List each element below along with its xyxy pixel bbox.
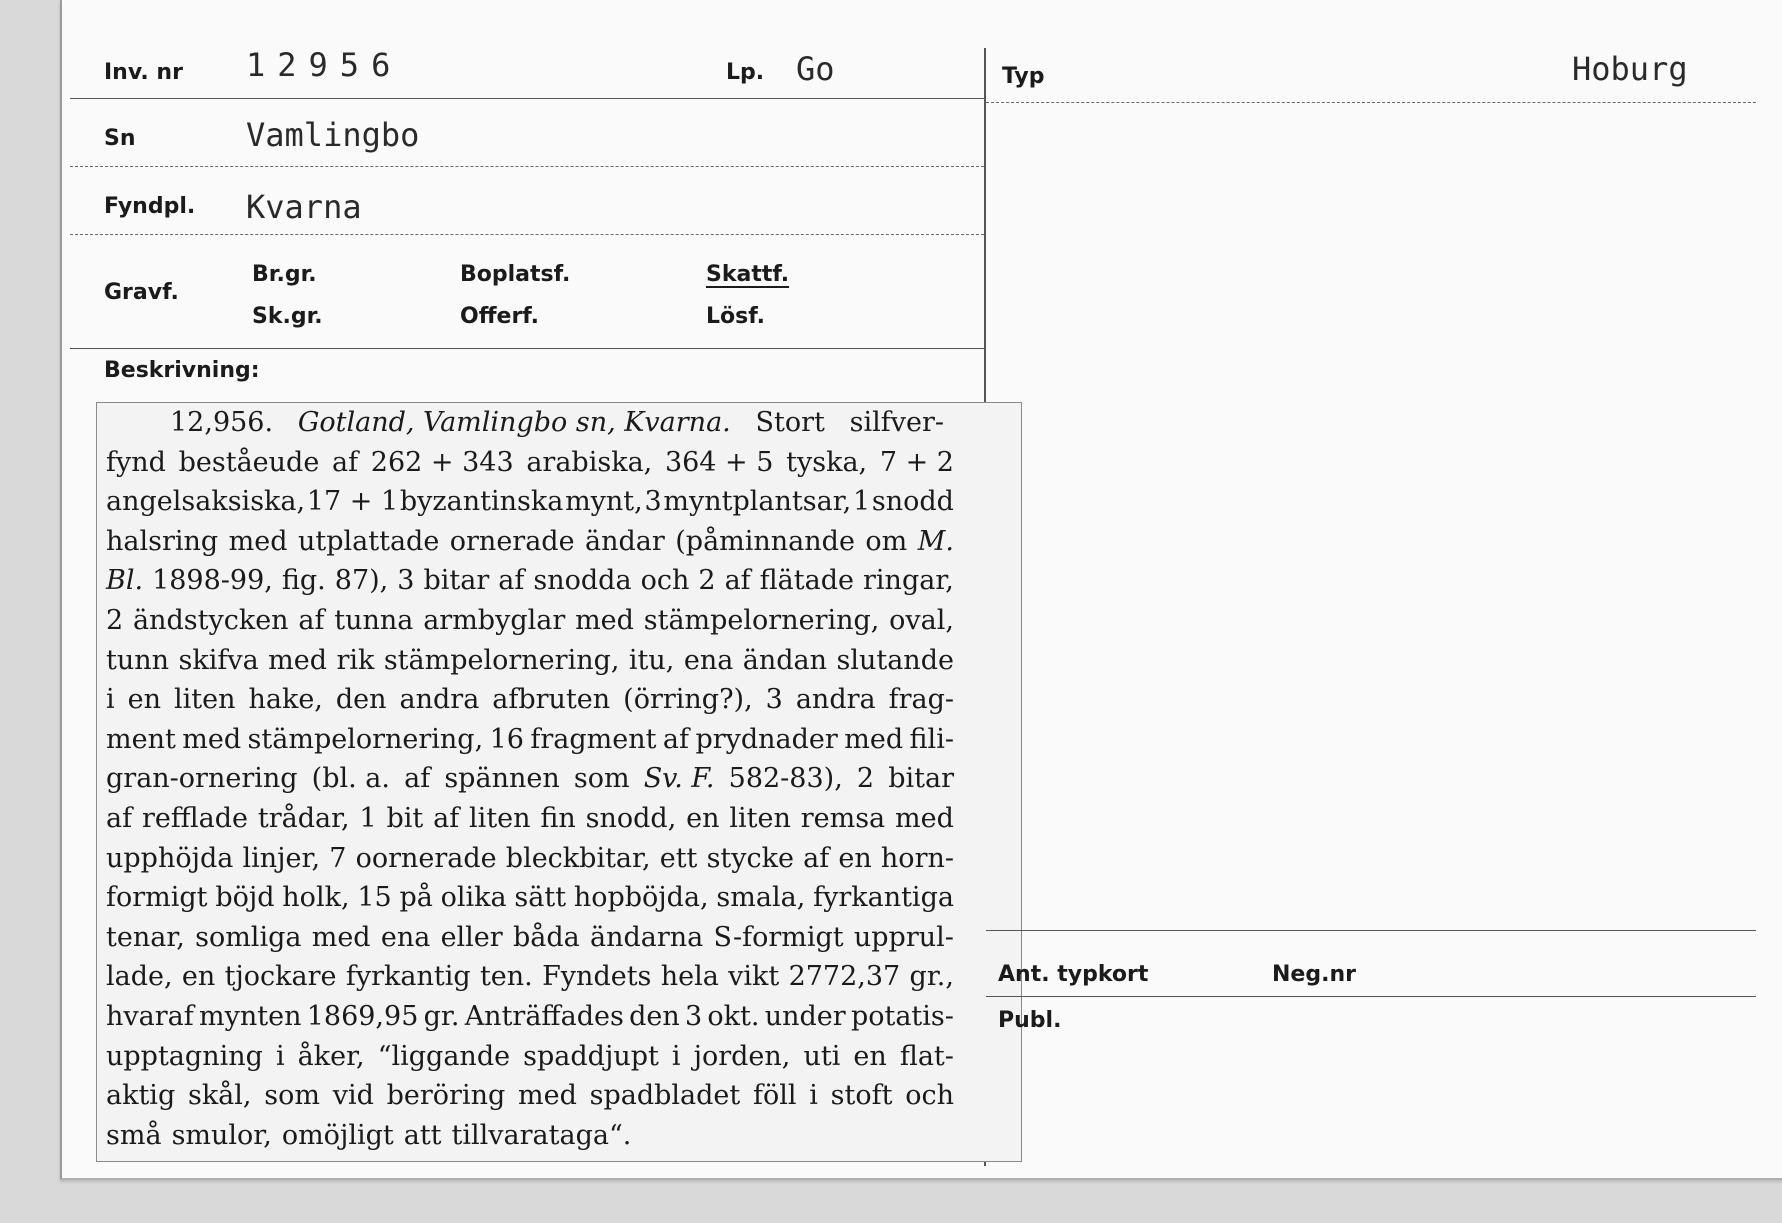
row-divider-2 xyxy=(70,166,984,167)
description-word: 582-83), xyxy=(728,763,843,795)
description-line xyxy=(106,957,954,997)
description-word: att xyxy=(403,1119,442,1151)
description-word: Bl. xyxy=(106,565,144,597)
description-word: uti xyxy=(803,1040,841,1072)
description-line xyxy=(106,918,954,958)
description-word: af xyxy=(724,565,751,597)
description-word: ändar xyxy=(585,525,665,557)
description-word: (örring?), xyxy=(623,684,753,716)
description-word: fyrkantig xyxy=(345,961,471,993)
catalog-card xyxy=(60,0,1782,1180)
description-word: den xyxy=(629,1000,680,1032)
description-word: slutande xyxy=(836,644,954,676)
description-word: jorden, xyxy=(693,1040,791,1072)
sn-value: Vamlingbo xyxy=(246,116,420,154)
description-line xyxy=(106,1116,954,1156)
description-word: 87), xyxy=(334,565,389,597)
description-line xyxy=(106,641,954,681)
description-word: fragment xyxy=(530,723,657,755)
description-word: stycke xyxy=(706,842,794,874)
skattf-label: Skattf. xyxy=(706,262,790,287)
description-word: tunna xyxy=(334,604,414,636)
description-word: 7 xyxy=(329,842,347,874)
br-gr-label: Br.gr. xyxy=(252,262,317,287)
description-word: i xyxy=(809,1080,818,1112)
description-word: 2 xyxy=(856,763,875,795)
description-word: skifva xyxy=(178,644,259,676)
description-word: spaddjupt xyxy=(523,1040,659,1072)
inv-nr-value: 12956 xyxy=(246,46,403,84)
description-word: bit xyxy=(386,802,424,834)
row-divider-4 xyxy=(70,348,984,349)
description-word: oval, xyxy=(889,604,954,636)
row-divider-1 xyxy=(70,98,984,99)
description-word: upphöjda xyxy=(106,842,234,874)
description-word: armbyglar xyxy=(423,604,566,636)
description-word: tjockare xyxy=(224,961,337,993)
description-word: halsring xyxy=(106,525,219,557)
description-word: fynd xyxy=(106,446,166,478)
description-line xyxy=(106,561,954,601)
description-line xyxy=(106,759,954,799)
losf-label: Lösf. xyxy=(706,304,765,329)
description-word: eller xyxy=(440,921,503,953)
description-line xyxy=(106,799,954,839)
description-word: Sv. F. xyxy=(643,763,715,795)
description-word: smulor, xyxy=(171,1119,272,1151)
description-word: 16 xyxy=(489,723,524,755)
description-word: myntplantsar, xyxy=(663,486,852,518)
description-word: som xyxy=(573,763,630,795)
sn-label: Sn xyxy=(104,126,136,151)
description-word: tillvaratagа“. xyxy=(451,1119,632,1151)
description-line xyxy=(106,403,954,443)
description-word: remsa xyxy=(800,802,886,834)
description-word: 1 xyxy=(852,486,871,518)
description-word: lade, xyxy=(106,961,173,993)
description-word: arabiska, xyxy=(526,446,653,478)
description-word: tyska, xyxy=(786,446,868,478)
description-word: mynt, xyxy=(565,486,643,518)
description-word: en xyxy=(838,842,872,874)
description-word: afbruten xyxy=(492,684,611,716)
description-word: gran-ornering xyxy=(106,763,298,795)
description-word: fin xyxy=(540,802,576,834)
boplatsf-label: Boplatsf. xyxy=(460,262,571,287)
description-word: bitar xyxy=(423,565,490,597)
description-word: ena xyxy=(380,921,431,953)
description-word: bleckbitar, xyxy=(505,842,651,874)
description-word: af xyxy=(498,565,525,597)
description-word: angelsaksiska, xyxy=(106,486,306,518)
description-word: formigt xyxy=(106,882,208,914)
description-word: 7 + 2 xyxy=(879,446,954,478)
description-word: om xyxy=(865,525,908,557)
description-word: Fyndets xyxy=(542,961,652,993)
description-text xyxy=(106,403,954,1155)
description-word: tenar, xyxy=(106,921,185,953)
description-word: med xyxy=(518,1080,577,1112)
description-word: hake, xyxy=(248,684,323,716)
description-word: fyrkantiga xyxy=(813,882,954,914)
description-word: ändstycken xyxy=(132,604,289,636)
description-line xyxy=(106,839,954,879)
description-word: af xyxy=(298,604,325,636)
description-word: itu, xyxy=(628,644,675,676)
gravf-label: Gravf. xyxy=(104,280,179,305)
description-word: med xyxy=(311,921,371,953)
description-word: snodda xyxy=(533,565,632,597)
description-word: böjd xyxy=(215,882,275,914)
description-word: i xyxy=(671,1040,681,1072)
description-word: potatis- xyxy=(850,1000,954,1032)
description-word: hvaraf xyxy=(106,1000,194,1032)
offerf-label: Offerf. xyxy=(460,304,540,329)
description-word: Stort xyxy=(755,407,825,438)
description-word: med xyxy=(228,525,288,557)
description-word: under xyxy=(764,1000,846,1032)
description-word: som xyxy=(264,1080,320,1112)
description-line xyxy=(106,1037,954,1077)
description-word: gr., xyxy=(909,961,954,993)
description-word: 1898-99, xyxy=(152,565,273,597)
description-word: Gotland, Vamlingbo sn, Kvarna. xyxy=(297,407,731,438)
description-word: 1 xyxy=(359,802,377,834)
description-word: en xyxy=(181,961,216,993)
description-word: stämpelornering, xyxy=(247,723,484,755)
description-word: sätt xyxy=(514,882,567,914)
description-word: stoft xyxy=(830,1080,893,1112)
description-word: ena xyxy=(683,644,734,676)
description-word: beröring xyxy=(386,1080,506,1112)
description-word: gr. xyxy=(423,1000,460,1032)
description-line xyxy=(106,601,954,641)
description-word: små xyxy=(106,1119,162,1151)
description-word: med xyxy=(182,723,242,755)
description-word: ment xyxy=(106,723,176,755)
description-word: ornerade xyxy=(449,525,575,557)
neg-nr-label: Neg.nr xyxy=(1272,962,1356,987)
right-divider-1 xyxy=(986,930,1756,931)
description-clipping xyxy=(96,402,1022,1162)
description-word: andra xyxy=(795,684,876,716)
description-word: S-formigt xyxy=(713,921,844,953)
description-word: okt. xyxy=(707,1000,760,1032)
sk-gr-label: Sk.gr. xyxy=(252,304,323,329)
description-word: 1869,95 xyxy=(306,1000,419,1032)
description-word: bitar xyxy=(888,763,954,795)
typ-label: Typ xyxy=(1002,64,1045,89)
lp-value: Go xyxy=(796,50,835,88)
typ-divider xyxy=(986,102,1756,103)
description-word: liten xyxy=(469,802,531,834)
description-word: flat- xyxy=(899,1040,954,1072)
description-word: olika xyxy=(440,882,507,914)
description-word: liten xyxy=(729,802,791,834)
description-word: aktig xyxy=(106,1080,176,1112)
description-line xyxy=(106,878,954,918)
description-word: ett xyxy=(659,842,698,874)
description-word: 17 + 1 xyxy=(306,486,399,518)
description-word: M. xyxy=(917,525,954,557)
description-word: upptagning xyxy=(106,1040,263,1072)
description-word: Anträffades xyxy=(464,1000,624,1032)
description-line xyxy=(106,680,954,720)
description-word: beståeude xyxy=(178,446,320,478)
description-word: liten xyxy=(173,684,236,716)
description-word: fili- xyxy=(909,723,954,755)
right-divider-2 xyxy=(986,996,1756,997)
description-word: en xyxy=(127,684,161,716)
description-line xyxy=(106,997,954,1037)
description-word: 15 xyxy=(357,882,392,914)
description-word: 3 xyxy=(397,565,415,597)
typ-value: Hoburg xyxy=(1572,50,1688,88)
lp-label: Lp. xyxy=(726,60,765,85)
description-word: i xyxy=(275,1040,285,1072)
description-word: ten. xyxy=(479,961,533,993)
description-word: 2 xyxy=(698,565,716,597)
description-word: på xyxy=(399,882,433,914)
description-word: 3 xyxy=(644,486,662,518)
ant-typkort-label: Ant. typkort xyxy=(998,962,1149,987)
description-line xyxy=(106,720,954,760)
description-word: af xyxy=(404,763,431,795)
description-word: stämpelornering, xyxy=(643,604,880,636)
beskrivning-label: Beskrivning: xyxy=(104,358,260,383)
description-word: trådar, xyxy=(257,802,350,834)
description-word: af xyxy=(433,802,460,834)
description-word: tunn xyxy=(106,644,170,676)
description-word: snodd, xyxy=(585,802,677,834)
description-word: hopböjda, xyxy=(573,882,709,914)
description-word: 3 xyxy=(684,1000,703,1032)
description-word: med xyxy=(844,723,904,755)
description-word: skål, xyxy=(187,1080,252,1112)
description-word: hela xyxy=(660,961,719,993)
description-word: (bl. a. xyxy=(311,763,390,795)
description-word: holk, xyxy=(282,882,350,914)
description-word: rik xyxy=(336,644,375,676)
description-word: 2 xyxy=(106,604,124,636)
description-word: fig. xyxy=(281,565,326,597)
description-word: utplattade xyxy=(297,525,440,557)
description-word: byzantinska xyxy=(399,486,564,518)
fyndpl-value: Kvarna xyxy=(246,188,362,226)
description-word: 3 xyxy=(765,684,783,716)
description-word: föll xyxy=(753,1080,797,1112)
description-word: spadbladet xyxy=(589,1080,741,1112)
description-word: upprul- xyxy=(853,921,954,953)
inv-nr-label: Inv. nr xyxy=(104,60,183,85)
description-line xyxy=(106,482,954,522)
description-word: båda xyxy=(512,921,580,953)
description-word: af xyxy=(332,446,359,478)
description-word: oornerade xyxy=(355,842,497,874)
description-word: af xyxy=(803,842,830,874)
description-line xyxy=(106,443,954,483)
description-word: åker, xyxy=(297,1040,365,1072)
description-word: (påminnande xyxy=(675,525,855,557)
description-word: i xyxy=(106,684,115,716)
description-word: linjer, xyxy=(242,842,321,874)
description-word: af xyxy=(106,802,133,834)
description-word: af xyxy=(662,723,690,755)
description-word: 364 + 5 xyxy=(664,446,774,478)
description-word: silfver- xyxy=(849,407,944,438)
description-word: den xyxy=(335,684,387,716)
fyndpl-label: Fyndpl. xyxy=(104,194,196,219)
description-line xyxy=(106,522,954,562)
description-word: 2772,37 xyxy=(788,961,901,993)
description-word: prydnader xyxy=(695,723,838,755)
description-word: ändarna xyxy=(589,921,704,953)
description-word: och xyxy=(905,1080,954,1112)
description-word: 262 + 343 xyxy=(370,446,514,478)
description-word: flätade xyxy=(759,565,854,597)
description-word: andra xyxy=(399,684,480,716)
description-word: med xyxy=(575,604,634,636)
description-line xyxy=(106,1076,954,1116)
description-word: smala, xyxy=(716,882,806,914)
description-word: omöjligt xyxy=(281,1119,394,1151)
description-word: mynten xyxy=(199,1000,302,1032)
description-word: en xyxy=(853,1040,887,1072)
description-word: horn- xyxy=(880,842,954,874)
description-word: vid xyxy=(332,1080,374,1112)
description-word: somliga xyxy=(195,921,302,953)
description-word: refflade xyxy=(141,802,248,834)
description-word: 12,956. xyxy=(170,407,274,438)
description-word: en xyxy=(686,802,720,834)
description-word: ändan xyxy=(742,644,828,676)
publ-label: Publ. xyxy=(998,1008,1062,1033)
description-word: frag- xyxy=(888,684,954,716)
description-word: vikt xyxy=(728,961,780,993)
description-word: stämpelornering, xyxy=(383,644,620,676)
description-word: spännen xyxy=(444,763,560,795)
row-divider-3 xyxy=(70,234,984,235)
description-word: snodd xyxy=(871,486,954,518)
description-word: och xyxy=(640,565,690,597)
description-word: med xyxy=(895,802,954,834)
description-word: “liggande xyxy=(377,1040,511,1072)
description-word: med xyxy=(268,644,328,676)
description-word: ringar, xyxy=(863,565,954,597)
